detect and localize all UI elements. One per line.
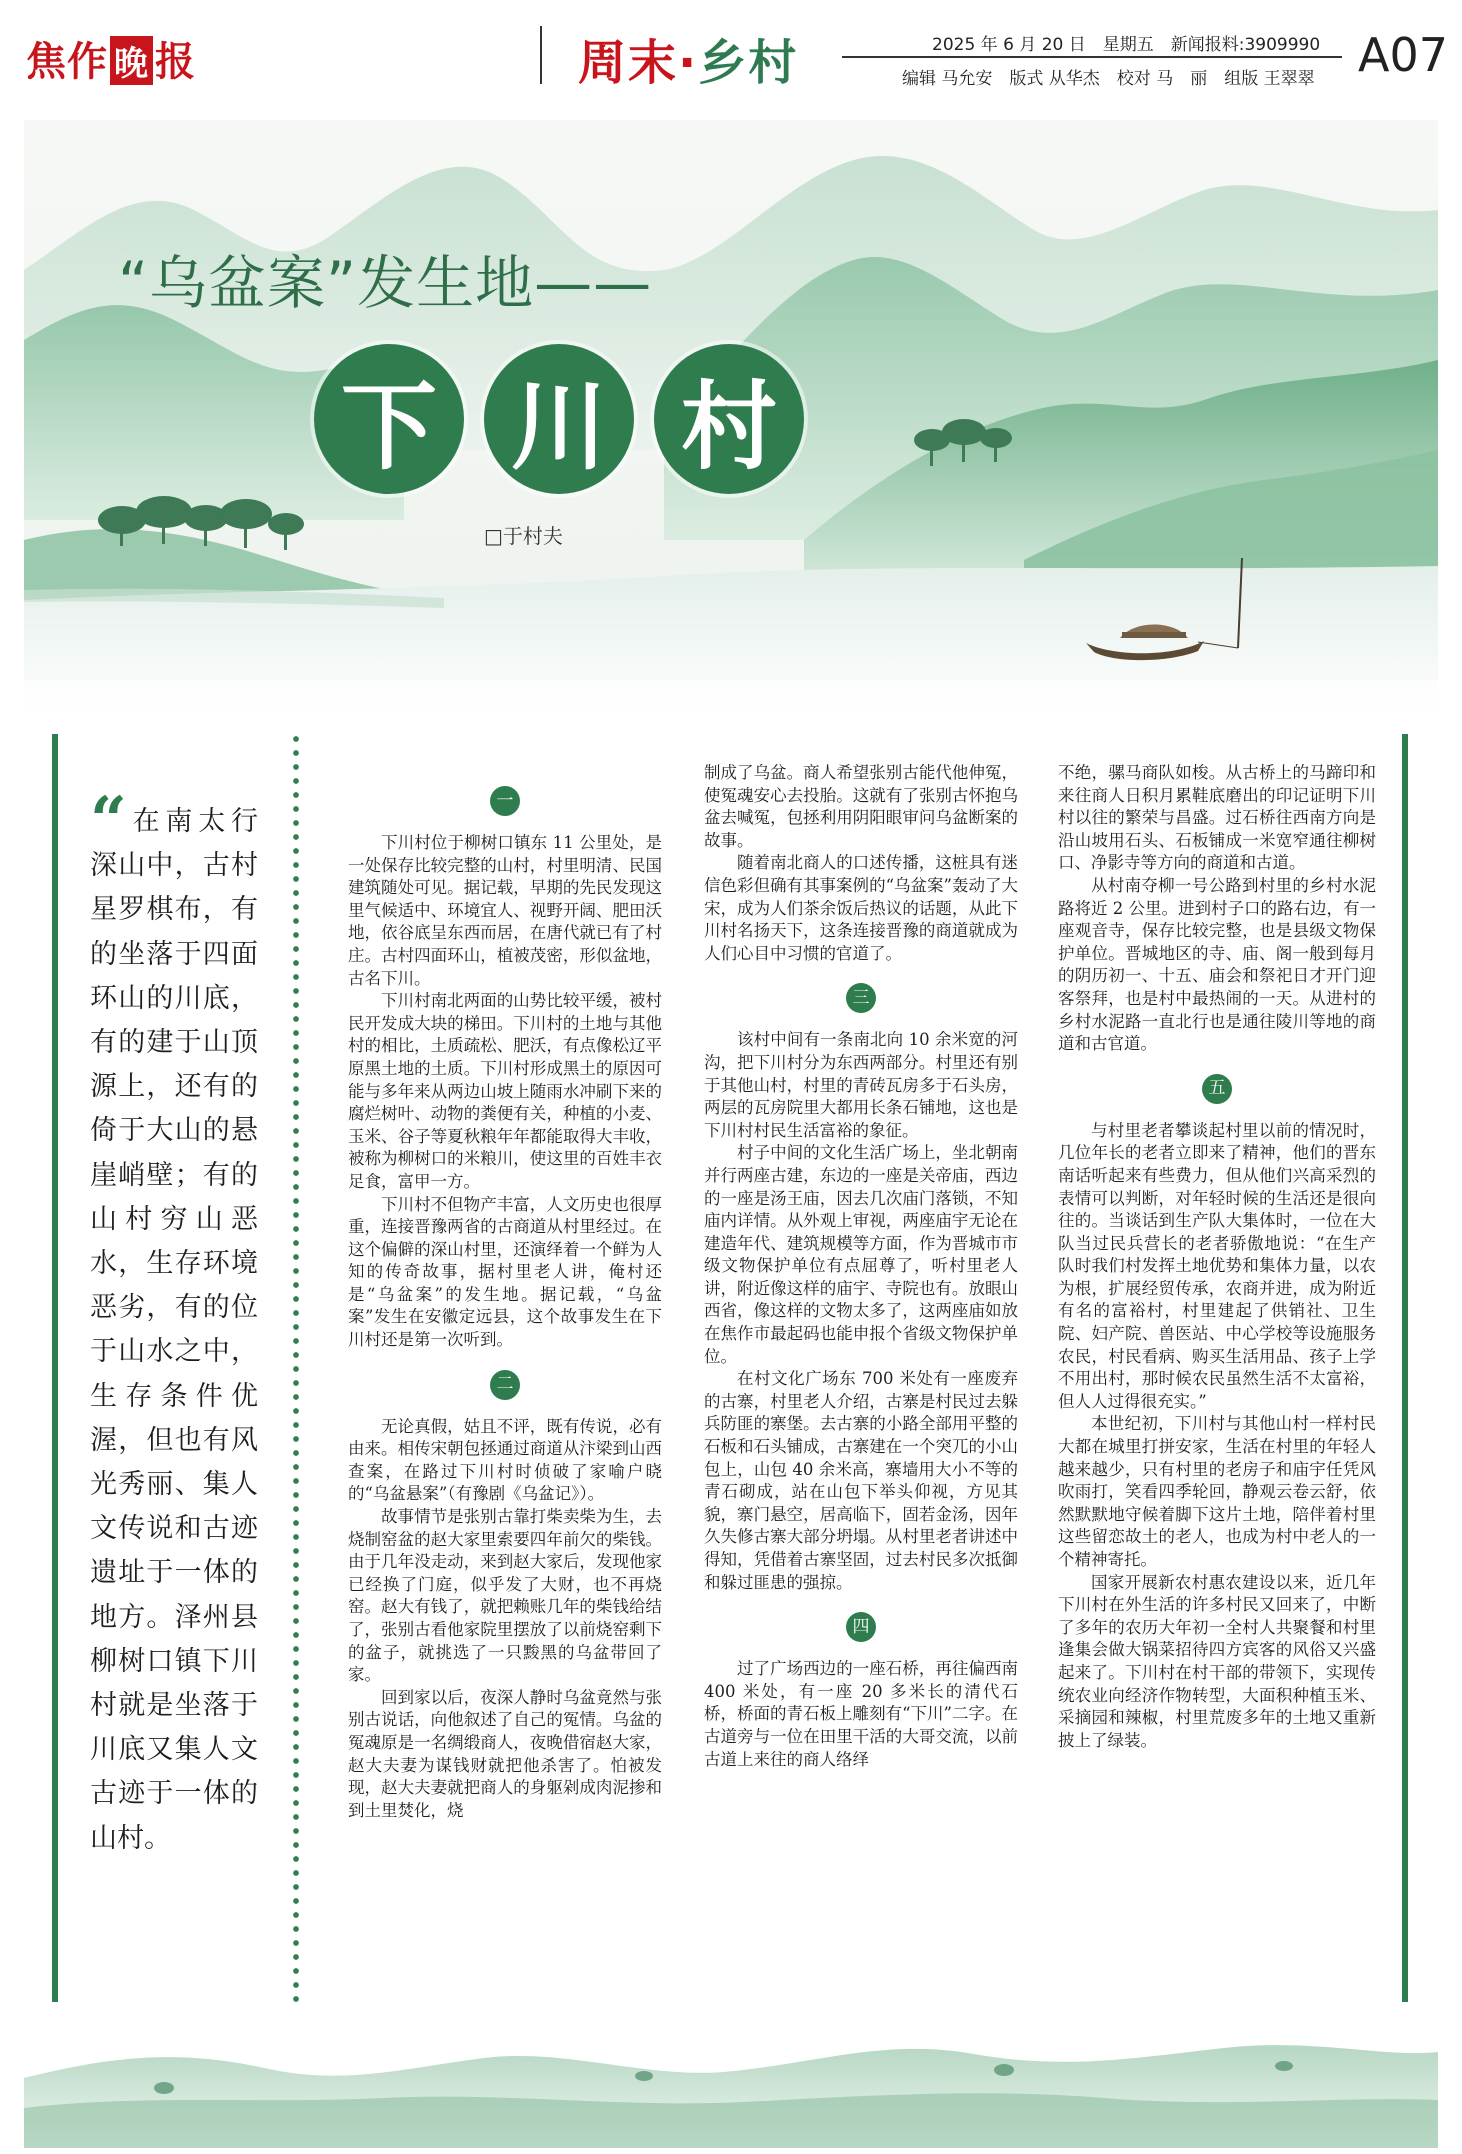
paragraph: 国家开展新农村惠农建设以来，近几年下川村在外生活的许多村民又回来了，中断了多年的农历大年初一全村人共聚餐和村里逢集会做大锅菜招待四方宾客的风俗又兴盛起来了。下川村在村干部的带领下，实现传统农业向经济作物转型，大面积种植玉米、采摘园和辣椒，村里荒废多年的土地又重新披上了绿装。 <box>1058 1572 1376 1750</box>
page-number: A07 <box>1358 28 1449 82</box>
section-sub: 乡村 <box>698 35 799 91</box>
footer-landscape <box>24 2008 1438 2148</box>
dotted-divider <box>292 732 300 2002</box>
section-marker-1: 一 <box>490 786 520 816</box>
section-name <box>578 24 798 93</box>
paragraph: 下川村南北两面的山势比较平缓，被村民开发成大块的梯田。下川村的土地与其他村的相比，土质疏松、肥沃，有点像松辽平原黑土地的土质。下川村形成黑土的原因可能与多年来从两边山坡上随雨水冲刷下来的腐烂树叶、动物的粪便有关，种植的小麦、玉米、谷子等夏秋粮年年都能取得大丰收，被称为柳树口的米粮川，使这里的百姓丰衣足食，富甲一方。 <box>348 991 662 1191</box>
paragraph: 无论真假，姑且不评，既有传说，必有由来。相传宋朝包拯通过商道从汴梁到山西查案，在路过下川村时侦破了家喻户晓的“乌盆悬案”（有豫剧《乌盆记》）。 <box>348 1416 662 1504</box>
title-char-1: 下 <box>314 344 464 494</box>
paragraph: 回到家以后，夜深人静时乌盆竟然与张别古说话，向他叙述了自己的冤情。乌盆的冤魂原是一名绸缎商人，夜晚借宿赵大家，赵大夫妻为谋钱财就把他杀害了。怕被发现，赵大夫妻就把商人的身躯剁成肉泥掺和到土里焚化，烧 <box>348 1687 662 1820</box>
paragraph: 随着南北商人的口述传播，这桩具有迷信色彩但确有其事案例的“乌盆案”轰动了大宋，成为人们茶余饭后热议的话题，从此下川村名扬天下，这条连接晋豫的商道就成为人们心目中习惯的官道了。 <box>704 853 1018 963</box>
pull-quote <box>90 783 258 1861</box>
title-char-2: 川 <box>484 344 634 494</box>
pull-quote-text: 在南太行深山中，古村星罗棋布，有的坐落于四面环山的川底，有的建于山顶源上，还有的倚于大山的悬崖峭壁；有的山村穷山恶水，生存环境恶劣，有的位于山水之中，生存条件优渥，但也有风光秀丽、集人文传说和古迹遗址于一体的地方。泽州县柳树口镇下川村就是坐落于川底又集人文古迹于一体的山村。 <box>90 806 258 1854</box>
section-main: 周末 <box>578 35 679 91</box>
masthead-divider <box>540 26 542 84</box>
logo-part-b: 报 <box>155 39 196 85</box>
paragraph: 该村中间有一条南北向 10 余米宽的河沟，把下川村分为东西两部分。村里还有别于其他山村，村里的青砖瓦房多于石头房，两层的瓦房院里大都用长条石铺地，这也是下川村村民生活富裕的象征。 <box>704 1030 1018 1140</box>
title-char-3: 村 <box>654 344 804 494</box>
logo-highlight: 晚 <box>110 36 153 85</box>
paragraph: 制成了乌盆。商人希望张别古能代他伸冤，使冤魂安心去投胎。这就有了张别古怀抱乌盆去喊冤，包拯利用阴阳眼审问乌盆断案的故事。 <box>704 763 1018 850</box>
left-accent-bar <box>52 734 58 2002</box>
article-column-3 <box>1058 762 1376 1752</box>
paragraph: 下川村不但物产丰富，人文历史也很厚重，连接晋豫两省的古商道从村里经过。在这个偏僻的深山村里，还演绎着一个鲜为人知的传奇故事，据村里老人讲，俺村还是“乌盆案”的发生地。据记载，“乌盆案”发生在安徽定远县，这个故事发生在下川村还是第一次听到。 <box>348 1194 662 1350</box>
paragraph: 村子中间的文化生活广场上，坐北朝南并行两座古建，东边的一座是关帝庙，西边的一座是汤王庙，因去几次庙门落锁，不知庙内详情。从外观上审视，两座庙宇无论在建造年代、建筑规模等方面，作为晋城市市级文物保护单位有点屈尊了，听村里老人讲，附近像这样的庙宇、寺院也有。放眼山西省，像这样的文物太多了，这两座庙如放在焦作市最起码也能申报个省级文物保护单位。 <box>704 1143 1018 1366</box>
paragraph: 本世纪初，下川村与其他山村一样村民大都在城里打拼安家，生活在村里的年轻人越来越少，只有村里的老房子和庙宇任凭风吹雨打，笑看四季轮回，静观云卷云舒，依然默默地守候着脚下这片土地，陪伴着村里这些留恋故土的老人，也成为村中老人的一个精神寄托。 <box>1058 1414 1376 1569</box>
quote-mark-icon: “ <box>90 783 121 858</box>
paragraph: 从村南夺柳一号公路到村里的乡村水泥路将近 2 公里。进到村子口的路右边，有一座观音寺，保存比较完整，也是县级文物保护单位。晋城地区的寺、庙、阁一般到每月的阴历初一、十五、庙会和祭祀日才开门迎客祭拜，也是村中最热闹的一天。从进村的乡村水泥路一直北行也是通往陵川等地的商道和古官道。 <box>1058 875 1376 1054</box>
paragraph: 在村文化广场东 700 米处有一座废弃的古寨，村里老人介绍，古寨是村民过去躲兵防匪的寨堡。去古寨的小路全部用平整的石板和石头铺成，古寨建在一个突兀的小山包上，山包 40 余米高，寨墙用大小不等的青石砌成，站在山包下举头仰视，方见其貌，寨门悬空，居高临下，固若金汤，因年久失修古寨大部分坍塌。从村里老者讲述中得知，凭借着古寨坚固，过去村民多次抵御和躲过匪患的强掠。 <box>704 1369 1018 1592</box>
newspaper-logo <box>26 30 196 87</box>
paragraph: 过了广场西边的一座石桥，再往偏西南 400 米处，有一座 20 多米长的清代石桥，桥面的青石板上雕刻有“下川”二字。在古道旁与一位在田里干活的大哥交流，以前古道上来往的商人络绎 <box>704 1659 1018 1769</box>
article-kicker: “乌盆案”发生地—— <box>118 249 653 317</box>
section-marker-4: 四 <box>846 1612 876 1642</box>
masthead <box>0 0 1462 112</box>
staff-line: 编辑 马允安 版式 从华杰 校对 马 丽 组版 王翠翠 <box>902 69 1315 89</box>
byline: □于村夫 <box>484 524 563 548</box>
section-marker-3: 三 <box>846 983 876 1013</box>
right-accent-bar <box>1402 734 1408 2002</box>
section-marker-2: 二 <box>490 1370 520 1400</box>
masthead-rule <box>842 56 1342 58</box>
section-dot: · <box>678 35 699 91</box>
article-column-1 <box>348 762 662 1822</box>
section-marker-5: 五 <box>1202 1074 1232 1104</box>
paragraph: 下川村位于柳树口镇东 11 公里处，是一处保存比较完整的山村，村里明清、民国建筑随处可见。据记载，早期的先民发现这里气候适中、环境宜人、视野开阔、肥田沃地，依谷底呈东西而居，在唐代就已有了村庄。古村四面环山，植被茂密，形似盆地，古名下川。 <box>348 833 662 988</box>
logo-part-a: 焦作 <box>26 39 108 85</box>
paragraph: 故事情节是张别古靠打柴卖柴为生，去烧制窑盆的赵大家里索要四年前欠的柴钱。由于几年没走动，来到赵大家后，发现他家已经换了门庭，似乎发了大财，也不再烧窑。赵大有钱了，就把赖账几年的柴钱给结了，张别古看他家院里摆放了以前烧窑剩下的盆子，就挑选了一只黢黑的乌盆带回了家。 <box>348 1507 662 1685</box>
paragraph: 与村里老者攀谈起村里以前的情况时，几位年长的老者立即来了精神，他们的晋东南话听起来有些费力，但从他们兴高采烈的表情可以判断，对年轻时候的生活还是很向往的。当谈话到生产队大集体时，一位在大队当过民兵营长的老者骄傲地说：“在生产队时我们村发挥土地优势和集体力量，以农为根，扩展经贸传承，农商并进，成为附近有名的富裕村，村里建起了供销社、卫生院、妇产院、兽医站、中心学校等设施服务农民，村民看病、购买生活用品、孩子上学不用出村，那时候农民虽然生活不太富裕，但人人过得很充实。” <box>1058 1120 1376 1411</box>
article-column-2 <box>704 762 1018 1771</box>
paragraph: 不绝，骡马商队如梭。从古桥上的马蹄印和来往商人日积月累鞋底磨出的印记证明下川村以往的繁荣与昌盛。过石桥往西南方向是沿山坡用石头、石板铺成一米宽窄通往柳树口、净影寺等方向的商道和古道。 <box>1058 763 1376 873</box>
date-line: 2025 年 6 月 20 日 星期五 新闻报料:3909990 <box>932 35 1321 55</box>
